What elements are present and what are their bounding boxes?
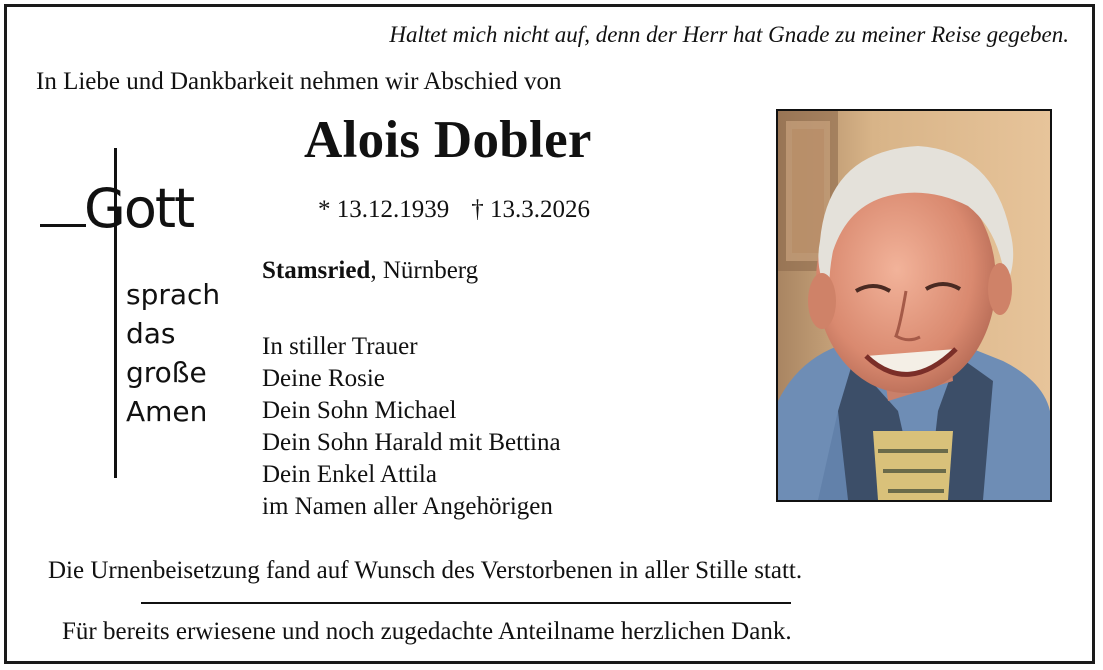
- mourner-line: Dein Sohn Michael: [262, 397, 457, 424]
- motto-quote: Haltet mich nicht auf, denn der Herr hat Gnade zu meiner Reise gegeben.: [389, 22, 1069, 47]
- cross-word: große: [126, 356, 207, 389]
- divider-line: [141, 602, 791, 604]
- cross-word: Amen: [126, 395, 208, 428]
- cross-word: sprach: [126, 278, 221, 311]
- places: [262, 257, 478, 285]
- mourners-list: [262, 331, 561, 523]
- cross-words: [126, 275, 220, 431]
- birth-date: * 13.12.1939: [318, 196, 450, 223]
- burial-notice: Die Urnenbeisetzung fand auf Wunsch des Verstorbenen in aller Stille statt.: [48, 557, 803, 584]
- cross-horizontal-bar: [40, 224, 86, 227]
- portrait-photo: [776, 109, 1052, 502]
- deceased-name: Alois Dobler: [304, 111, 592, 169]
- cross-motif: [36, 148, 236, 483]
- mourner-line: Dein Sohn Harald mit Bettina: [262, 429, 561, 456]
- place-rest: , Nürnberg: [370, 257, 479, 284]
- life-dates: [318, 196, 590, 224]
- mourner-line: Deine Rosie: [262, 365, 385, 392]
- death-date: † 13.3.2026: [471, 196, 590, 223]
- cross-word: das: [126, 317, 176, 350]
- place-main: Stamsried: [262, 257, 371, 284]
- thanks-text: Für bereits erwiesene und noch zugedachte Anteilname herzlichen Dank.: [62, 618, 792, 645]
- mourner-line: In stiller Trauer: [262, 333, 418, 360]
- intro-text: In Liebe und Dankbarkeit nehmen wir Abschied von: [36, 68, 562, 95]
- mourner-line: Dein Enkel Attila: [262, 461, 437, 488]
- mourner-line: im Namen aller Angehörigen: [262, 493, 553, 520]
- cross-title: Gott: [84, 177, 194, 240]
- portrait-image: [778, 111, 1050, 500]
